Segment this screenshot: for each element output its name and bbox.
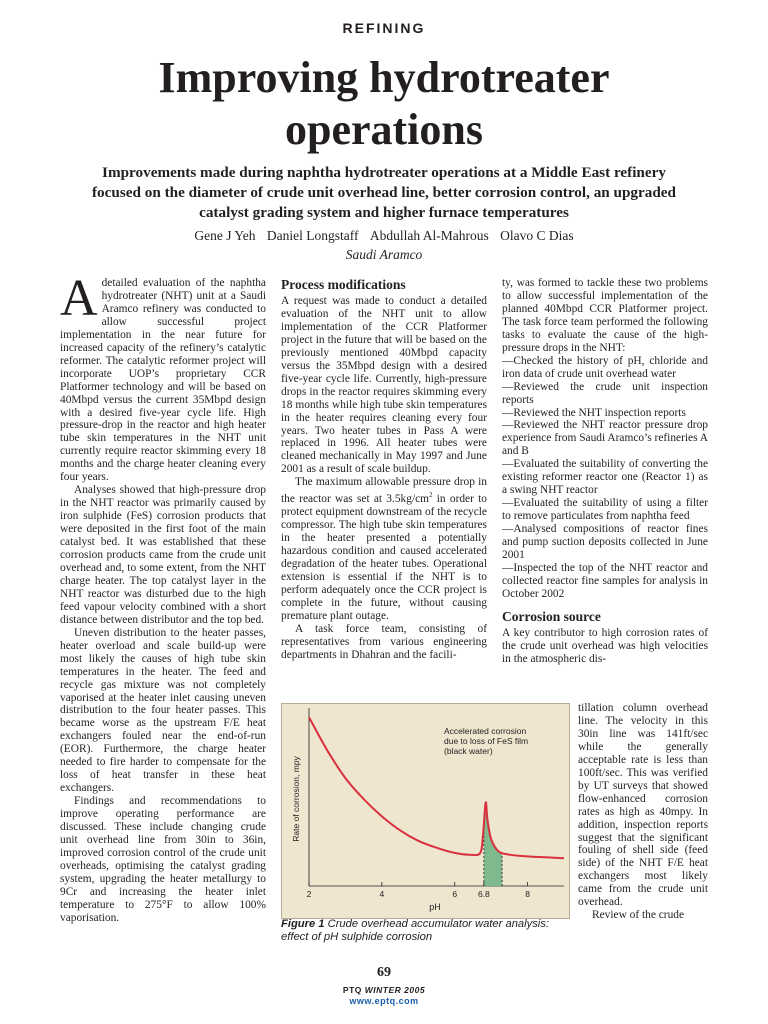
text-column-2 <box>281 277 487 661</box>
x-tick-label: 4 <box>379 889 385 899</box>
page-number: 69 <box>377 965 391 980</box>
intro-paragraph: Adetailed evaluation of the naphtha hydrotreater (NHT) unit at a Saudi Aramco refinery was conducted to allow successful project implementation in the near future for increased capacity of the refinery’s catalytic reformer. The catalytic reformer project will incorporate UOP’s proprietary CCR Platformer technology and will be based on 40Mbpd versus the current 35Mbpd design with a desired five-year cycle life. High pressure-drop in the reactor and high heater tube skin temperatures in the NHT unit currently require reactor skimming every 18 months and the charge heater cleaning every four years. <box>60 270 266 484</box>
section-heading: Process modifications <box>281 277 406 292</box>
text-column-1 <box>60 270 266 925</box>
figure-caption: Figure 1 Crude overhead accumulator water analysis: effect of pH sulphide corrosion <box>281 918 549 943</box>
paragraph: ty, was formed to tackle these two problems to allow successful implementation of the planned 40Mbpd CCR Platformer project. The task force team performed the following tasks to evaluate the cause of the high- pressure drops in the NHT: <box>502 277 708 354</box>
list-item: —Inspected the top of the NHT reactor and collected reactor fine samples for analysis in October 2002 <box>502 561 708 600</box>
paragraph: tillation column overhead line. The velocity in this 30in line was 141ft/sec while the generally acceptable rate is less than 100ft/sec. This was verified by UT surveys that showed flow-enhanced corrosion rates as high as 40mpy. In addition, inspection reports suggest that the significant fouling of shell side (feed side) of the NHT F/E heat exchangers most likely came from the crude unit overhead. <box>578 702 708 909</box>
x-tick-label: 2 <box>306 889 312 899</box>
figure-caption-label: Figure 1 <box>281 918 325 930</box>
section-heading: Corrosion source <box>502 608 601 624</box>
drop-cap: A <box>60 270 98 327</box>
annotation-line: Accelerated corrosion <box>444 726 527 736</box>
author-list <box>0 228 768 244</box>
journal-website-link[interactable]: www.eptq.com <box>349 996 419 1006</box>
paragraph: A task force team, consisting of representatives from various engineering departments in Dhahran and the facili- <box>281 622 487 661</box>
section-label: REFINING <box>342 20 426 36</box>
author: Gene J Yeh <box>194 228 256 243</box>
chart-annotation <box>444 726 528 756</box>
paragraph: Findings and recommendations to improve operating performance are discussed. These include changing crude unit overhead line from 30in to 36in, improved corrosion control of the crude unit overheads, optimising the catalyst grading system, upgrading the heater metallurgy to 9Cr and increasing the heater inlet temperature to 275°F to allow 100% vaporisation. <box>60 795 266 924</box>
paragraph: A key contributor to high corrosion rates of the crude unit overhead was high velocities in the atmospheric dis- <box>502 626 708 665</box>
list-item: —Evaluated the suitability of using a filter to remove particulates from naphtha feed <box>502 497 708 523</box>
title-line-2: operations <box>285 105 483 154</box>
title-line-1: Improving hydrotreater <box>158 53 610 102</box>
x-tick-label: 6.8 <box>477 889 490 899</box>
article-standfirst: Improvements made during naphtha hydrotreater operations at a Middle East refinery focused on the diameter of crude unit overhead line, better corrosion control, an upgraded catalyst grading system and higher furnace temperatures <box>92 164 676 221</box>
corrosion-chart <box>282 704 571 920</box>
list-item: —Reviewed the crude unit inspection reports <box>502 380 708 406</box>
x-tick-label: 6 <box>452 889 458 899</box>
article-title <box>0 52 768 156</box>
paragraph: Review of the crude <box>592 909 685 922</box>
annotation-line: (black water) <box>444 746 493 756</box>
figure-1 <box>281 703 570 919</box>
journal-issue: PTQ WINTER 2005 <box>342 985 426 995</box>
annotation-line: due to loss of FeS film <box>444 736 529 746</box>
author: Abdullah Al-Mahrous <box>369 228 489 243</box>
author: Olavo C Dias <box>500 228 574 243</box>
x-tick-label: 8 <box>525 889 530 899</box>
paragraph: Uneven distribution to the heater passes, heater overload and scale build-up were most likely the causes of high tube skin temperatures in the heater. The feed and recycle gas mixture was not completely vaporised at the heater inlet causing uneven distribution to the four heater passes. This became worse as the upstream F/E heat exchangers fouled near the end-of-run (EOR). Furthermore, the charge heater needed to fire harder to compensate for the loss of heat transfer in these heat exchangers. <box>60 626 266 795</box>
paragraph: Analyses showed that high-pressure drop in the NHT reactor was primarily caused by iron sulphide (FeS) corrosion products that were deposited in the first foot of the main catalyst bed. It was established that these corrosion products came from the crude unit overhead and, to some extent, from the NHT charge heater. The top catalyst layer in the NHT reactor was disturbed due to the high feed vapour velocity combined with a short distance between distributor and the top bed. <box>60 484 266 626</box>
y-axis-label: Rate of corrosion, mpy <box>291 756 301 842</box>
list-item: —Analysed compositions of reactor fines and pump suction deposits collected in June 2001 <box>502 523 708 562</box>
paragraph: A request was made to conduct a detailed evaluation of the NHT unit to allow implementation of the CCR Platformer project in the future that will be based on the previously mentioned 40Mbpd capacity versus the 35Mbpd design with a desired five-year cycle life. Currently, high-pressure drops in the reactor requires skimming every 18 months while high tube skin temperatures in the heater requires cleaning every four years. Two heater tubes in Pass A were replaced in 1996. All heater tubes were cleaned mechanically in May 1997 and June 2001 as a result of scale buildup. <box>281 295 487 476</box>
author-affiliation: Saudi Aramco <box>345 247 423 262</box>
text-column-3 <box>502 277 708 666</box>
x-axis-label: pH <box>429 902 441 912</box>
paragraph: The maximum allowable pressure drop in the reactor was set at $3.5kg/cm^2$ in order to protect equipment downstream of the recycle compressor. The high tube skin temperatures in the heater presented a potentially hazardous condition and caused accelerated degradation of the heater tubes. Operational extension is essential if the NHT is to perform adequately once the CCR project is complete in the future, without causing premature plant outage. <box>281 476 487 622</box>
author: Daniel Longstaff <box>266 228 359 243</box>
list-item: —Checked the history of pH, chloride and iron data of crude unit overhead water <box>502 354 708 380</box>
list-item: —Reviewed the NHT reactor pressure drop experience from Saudi Aramco’s refineries A and B <box>502 419 708 458</box>
list-item: —Reviewed the NHT inspection reports <box>502 406 686 419</box>
text-column-3-wrap <box>578 702 708 922</box>
list-item: —Evaluated the suitability of converting the existing reformer reactor one (Reactor 1) as a swing NHT reactor <box>502 458 708 497</box>
